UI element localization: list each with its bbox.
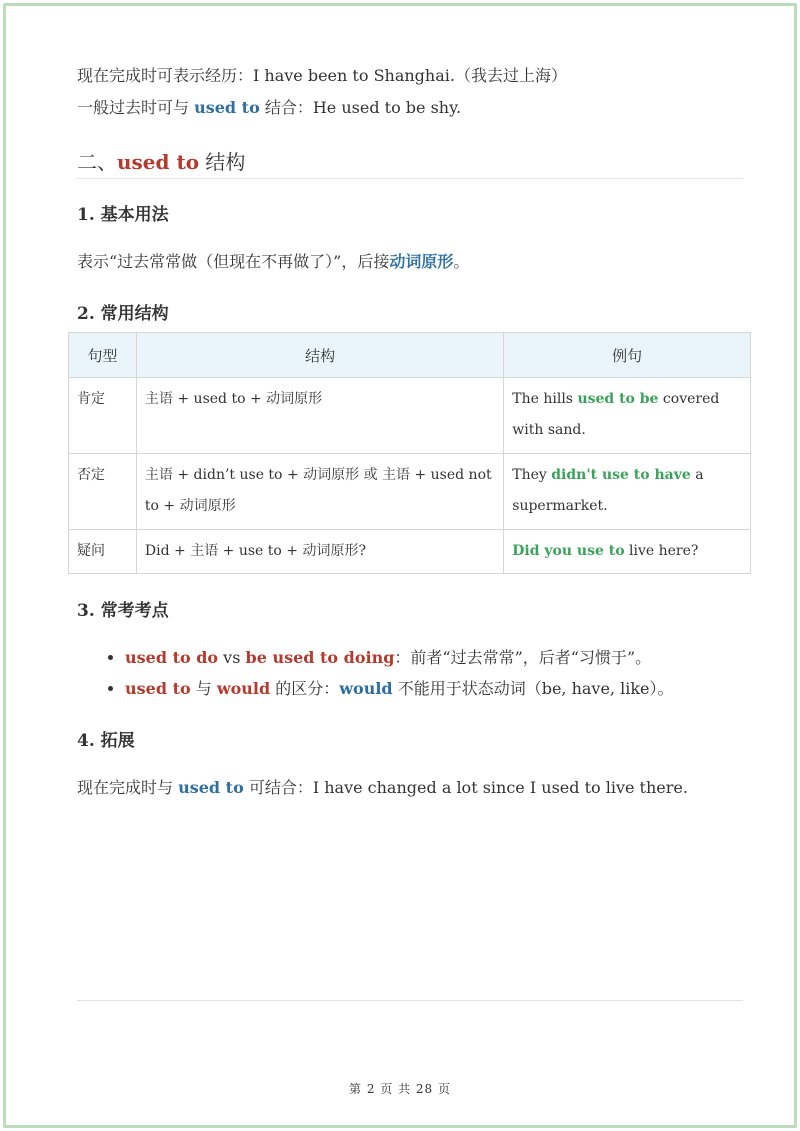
section-2-suffix: 结构: [199, 150, 246, 174]
example-post: live here?: [624, 543, 699, 559]
example-highlight: used to be: [577, 391, 659, 407]
table-row: [69, 378, 751, 454]
example-highlight: Did you use to: [512, 543, 625, 559]
table-cell-structure: 主语 + used to + 动词原形: [136, 378, 503, 454]
subsection-4: [77, 726, 743, 751]
intro-line-2-post: 结合：He used to be shy.: [259, 98, 462, 117]
table-row: [69, 454, 751, 530]
subsection-1-body: [77, 246, 743, 278]
bullet-2-mid1: 与: [190, 679, 217, 698]
table-header-row: [69, 333, 751, 378]
list-item: [125, 673, 757, 704]
table-cell-example: [504, 378, 751, 454]
page-number: 第 2 页 共 28 页: [349, 1082, 451, 1096]
intro-line-2-highlight: used to: [194, 98, 260, 117]
table-header-cell: 结构: [136, 333, 503, 378]
bullet-1-post: ：前者“过去常常”，后者“习惯于”。: [394, 648, 652, 667]
section-2-highlight: used to: [117, 150, 200, 174]
bullet-2-hl3: would: [339, 679, 393, 698]
intro-line-1: 现在完成时可表示经历：I have been to Shanghai.（我去过上海）: [77, 66, 567, 85]
intro-block: [77, 60, 743, 124]
intro-line-2: [77, 92, 743, 124]
subsection-2: [77, 299, 743, 324]
table-cell-structure: 主语 + didn’t use to + 动词原形 或 主语 + used not to + 动词原形: [136, 454, 503, 530]
section-divider: [77, 178, 743, 179]
bullet-1-hl2: be used to doing: [245, 648, 395, 667]
s1-text-post: 。: [453, 252, 470, 271]
intro-line-2-pre: 一般过去时可与: [77, 98, 195, 117]
s4-text-post: 可结合：I have changed a lot since I used to live there.: [243, 778, 688, 797]
subsection-3: [77, 596, 743, 621]
subsection-1: [77, 200, 743, 225]
bullet-1-hl1: used to do: [125, 648, 219, 667]
example-highlight: didn't use to have: [551, 467, 691, 483]
subsection-4-body: [77, 772, 743, 804]
example-pre: They: [512, 467, 552, 483]
section-2-title: [77, 146, 743, 175]
structure-table-wrap: [68, 332, 751, 574]
table-row: [69, 530, 751, 574]
subsection-4-text: [77, 772, 743, 804]
table-cell-example: [504, 530, 751, 574]
example-post: covered with sand.: [512, 391, 720, 438]
table-header-cell: 句型: [69, 333, 137, 378]
table-cell-type: 否定: [69, 454, 137, 530]
example-pre: The hills: [512, 391, 578, 407]
bullet-2-hl1: used to: [125, 679, 191, 698]
s1-text-highlight: 动词原形: [389, 252, 454, 271]
section-2-heading: [77, 146, 743, 175]
table-cell-type: 肯定: [69, 378, 137, 454]
bullet-2-hl2: would: [216, 679, 271, 698]
table-cell-type: 疑问: [69, 530, 137, 574]
example-post: a supermarket.: [512, 467, 704, 514]
s4-text-pre: 现在完成时与: [77, 778, 179, 797]
subsection-1-text: [77, 246, 743, 278]
structure-table: [68, 332, 751, 574]
exam-points: [77, 642, 757, 704]
section-2-prefix: 二、: [77, 150, 117, 174]
bullet-1-mid: vs: [218, 648, 246, 667]
exam-points-list: [77, 642, 757, 704]
bullet-2-mid2: 的区分：: [270, 679, 340, 698]
bullet-2-post: 不能用于状态动词（be, have, like）。: [392, 679, 674, 698]
subsection-2-title: 2. 常用结构: [77, 304, 169, 324]
subsection-1-title: 1. 基本用法: [77, 205, 169, 225]
s1-text-pre: 表示“过去常常做（但现在不再做了）”，后接: [77, 252, 390, 271]
table-cell-structure: Did + 主语 + use to + 动词原形?: [136, 530, 503, 574]
table-header-cell: 例句: [504, 333, 751, 378]
subsection-3-title: 3. 常考考点: [77, 601, 169, 621]
s4-text-highlight: used to: [178, 778, 244, 797]
subsection-4-title: 4. 拓展: [77, 731, 135, 751]
table-cell-example: [504, 454, 751, 530]
footer-divider: [77, 1000, 743, 1001]
list-item: [125, 642, 757, 673]
